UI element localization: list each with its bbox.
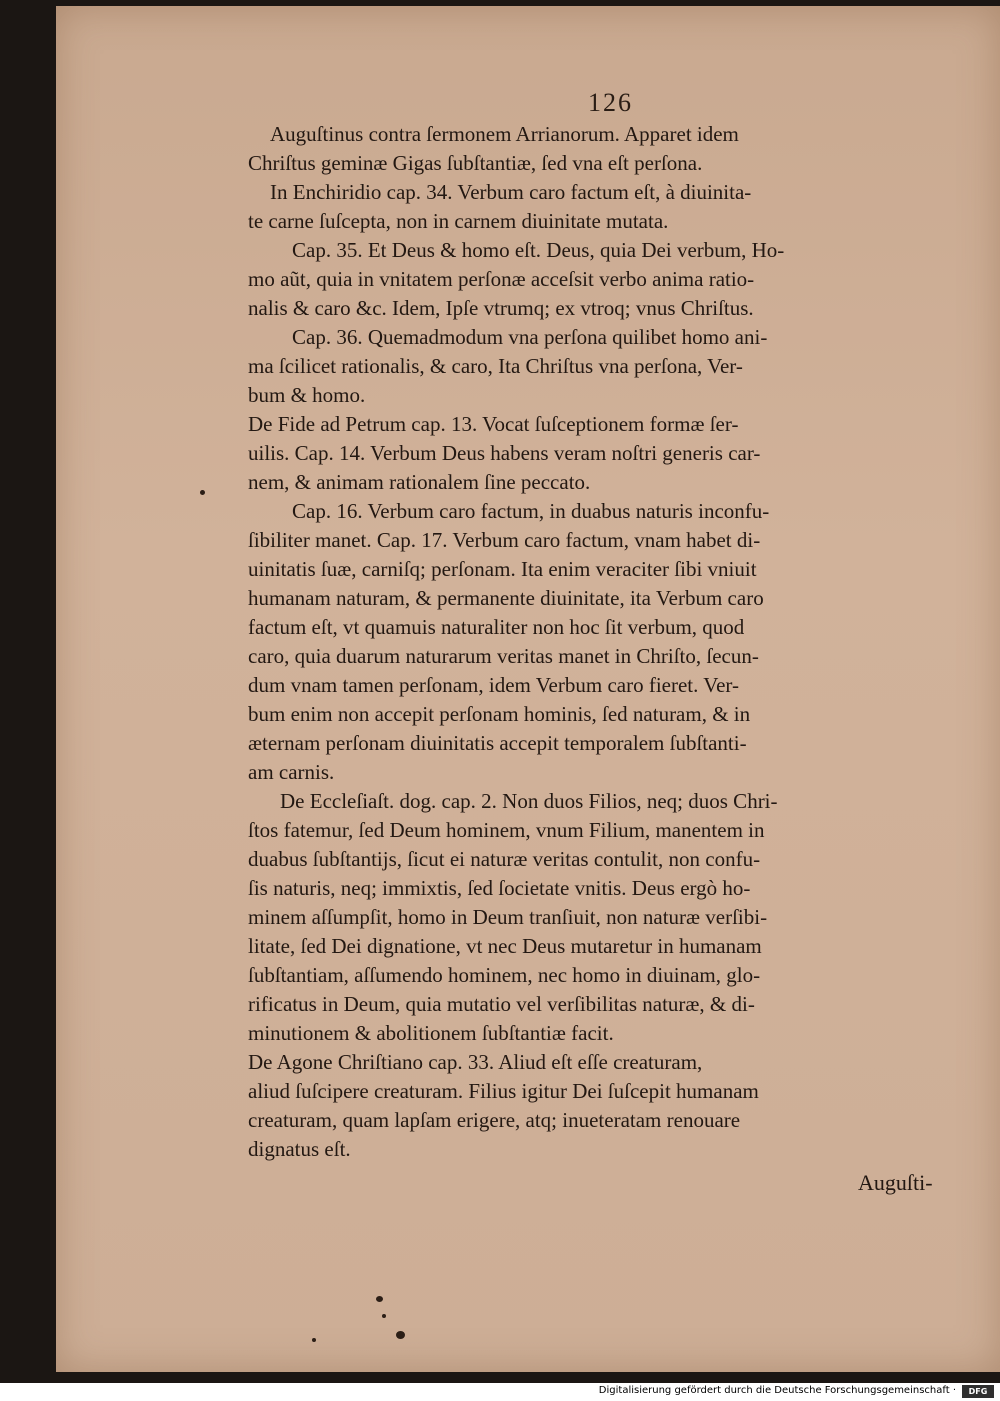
text-line: æternam perſonam diuinitatis accepit temporalem ſubſtanti-: [248, 731, 747, 755]
ink-speck: [396, 1331, 405, 1339]
text-line: caro, quia duarum naturarum veritas manet in Chriſto, ſecun-: [248, 644, 759, 668]
text-line: creaturam, quam lapſam erigere, atq; inueteratam renouare: [248, 1108, 741, 1132]
text-line: litate, ſed Dei dignatione, vt nec Deus mutaretur in humanam: [248, 934, 762, 958]
text-line: bum enim non accepit perſonam hominis, ſed naturam, & in: [248, 702, 751, 726]
text-line: ſis naturis, neq; immixtis, ſed ſocietate vnitis. Deus ergò ho-: [248, 876, 751, 900]
body-text: [248, 120, 978, 1164]
text-line: bum & homo.: [248, 383, 366, 407]
ink-speck: [376, 1296, 383, 1302]
text-line: De Eccleſiaſt. dog. cap. 2. Non duos Filios, neq; duos Chri-: [280, 789, 778, 813]
text-line: humanam naturam, & permanente diuinitate, ita Verbum caro: [248, 586, 764, 610]
text-line: te carne ſuſcepta, non in carnem diuinitate mutata.: [248, 209, 669, 233]
ink-speck: [382, 1314, 386, 1318]
text-line: nalis & caro &c. Idem, Ipſe vtrumq; ex vtroq; vnus Chriſtus.: [248, 296, 754, 320]
text-line: rificatus in Deum, quia mutatio vel verſibilitas naturæ, & di-: [248, 992, 755, 1016]
text-line: minem aſſumpſit, homo in Deum tranſiuit, non naturæ verſibi-: [248, 905, 768, 929]
text-line: Cap. 16. Verbum caro factum, in duabus naturis inconfu-: [292, 499, 770, 523]
text-line: aliud ſuſcipere creaturam. Filius igitur Dei ſuſcepit humanam: [248, 1079, 759, 1103]
footer-bar: [0, 1383, 1000, 1401]
text-line: factum eſt, vt quamuis naturaliter non hoc ſit verbum, quod: [248, 615, 745, 639]
dfg-logo: DFG: [962, 1385, 994, 1398]
text-line: duabus ſubſtantijs, ſicut ei naturæ veritas contulit, non confu-: [248, 847, 761, 871]
text-line: mo aũt, quia in vnitatem perſonæ acceſsit verbo anima ratio-: [248, 267, 755, 291]
text-line: De Agone Chriſtiano cap. 33. Aliud eſt eſſe creaturam,: [248, 1050, 703, 1074]
text-line: ſibiliter manet. Cap. 17. Verbum caro factum, vnam habet di-: [248, 528, 761, 552]
page-number: 126: [588, 88, 633, 117]
ink-speck: [200, 490, 205, 495]
text-line: ſtos fatemur, ſed Deum hominem, vnum Filium, manentem in: [248, 818, 765, 842]
text-line: In Enchiridio cap. 34. Verbum caro factum eſt, à diuinita-: [270, 180, 752, 204]
text-line: uilis. Cap. 14. Verbum Deus habens veram noſtri generis car-: [248, 441, 761, 465]
text-line: uinitatis ſuæ, carniſq; perſonam. Ita enim veraciter ſibi vniuit: [248, 557, 757, 581]
text-line: Auguſtinus contra ſermonem Arrianorum. Apparet idem: [270, 122, 739, 146]
text-line: ma ſcilicet rationalis, & caro, Ita Chriſtus vna perſona, Ver-: [248, 354, 743, 378]
text-line: Cap. 36. Quemadmodum vna perſona quilibet homo ani-: [292, 325, 768, 349]
ink-speck: [312, 1338, 316, 1342]
text-line: Chriſtus geminæ Gigas ſubſtantiæ, ſed vna eſt perſona.: [248, 151, 703, 175]
funding-notice: Digitalisierung gefördert durch die Deutsche Forschungsgemeinschaft ·: [598, 1385, 956, 1396]
text-line: ſubſtantiam, aſſumendo hominem, nec homo in diuinam, glo-: [248, 963, 761, 987]
text-line: am carnis.: [248, 760, 335, 784]
text-line: Cap. 35. Et Deus & homo eſt. Deus, quia Dei verbum, Ho-: [292, 238, 785, 262]
text-line: dignatus eſt.: [248, 1137, 351, 1161]
text-line: De Fide ad Petrum cap. 13. Vocat ſuſceptionem formæ ſer-: [248, 412, 739, 436]
text-line: dum vnam tamen perſonam, idem Verbum caro fieret. Ver-: [248, 673, 739, 697]
catchword: Auguſti-: [858, 1170, 933, 1195]
text-line: nem, & animam rationalem ſine peccato.: [248, 470, 591, 494]
text-line: minutionem & abolitionem ſubſtantiæ facit.: [248, 1021, 614, 1045]
